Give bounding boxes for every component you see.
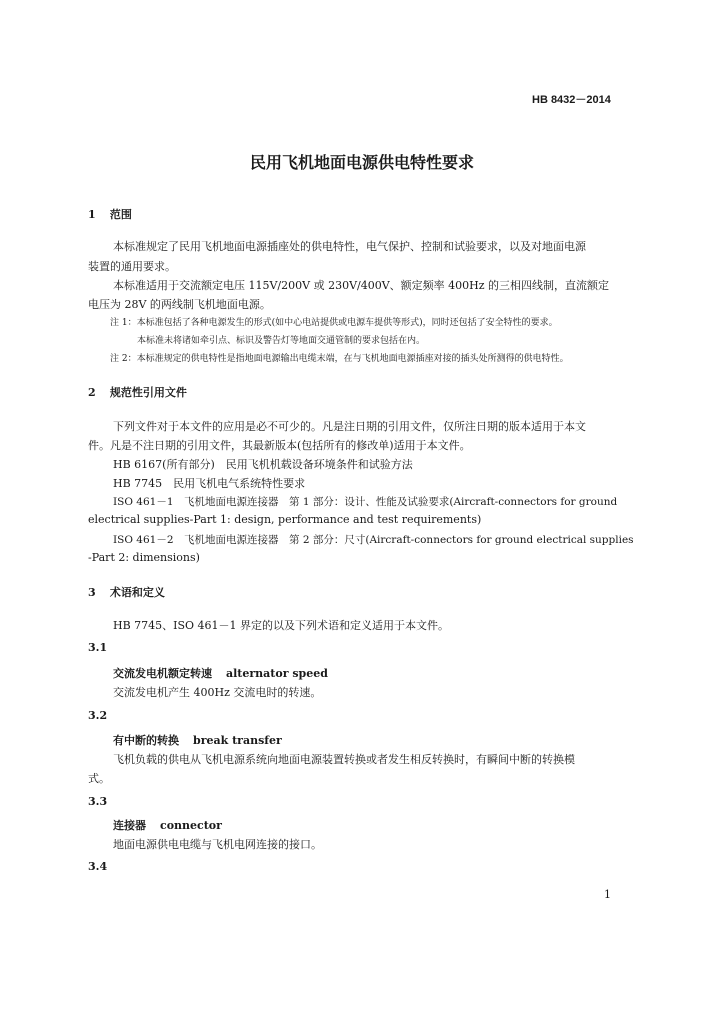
document-id: HB 8432－2014 [532,94,611,106]
term-heading [113,732,282,748]
subsection-number: 3.1 [88,641,108,654]
page-title: 民用飞机地面电源供电特性要求 [249,153,474,172]
paragraph-line: HB 7745、ISO 461－1 界定的以及下列术语和定义适用于本文件。 [113,619,450,632]
term-cn: 交流发电机额定转速 [113,667,212,680]
paragraph-line: 下列文件对于本文件的应用是必不可少的。凡是注日期的引用文件，仅所注日期的版本适用于本文 [113,420,586,433]
section-2-heading [88,384,187,400]
subsection-number: 3.3 [88,795,108,808]
reference-line: HB 6167(所有部分) 民用飞机机载设备环境条件和试验方法 [113,458,413,471]
section-title: 规范性引用文件 [109,386,187,399]
subsection-number: 3.4 [88,860,108,873]
section-title: 术语和定义 [109,586,165,599]
term-definition: 式。 [88,772,110,785]
section-number: 1 [88,208,96,221]
term-cn: 连接器 [113,819,146,832]
term-en: alternator speed [226,667,328,680]
reference-line: ISO 461－1 飞机地面电源连接器 第 1 部分：设计、性能及试验要求(Aircraft-connectors for ground [113,496,618,508]
term-definition: 地面电源供电电缆与飞机电网连接的接口。 [113,838,322,851]
section-title: 范围 [109,208,132,221]
term-cn: 有中断的转换 [113,734,179,747]
term-definition: 交流发电机产生 400Hz 交流电时的转速。 [113,686,322,699]
note-line: 本标准未将诸如牵引点、标识及警告灯等地面交通管制的要求包括在内。 [137,336,426,346]
section-number: 2 [88,386,96,399]
term-definition: 飞机负载的供电从飞机电源系统向地面电源装置转换或者发生相反转换时，有瞬间中断的转换模 [113,753,575,766]
section-1-heading [88,206,132,222]
note-line: 注 2：本标准规定的供电特性是指地面电源输出电缆末端，在与飞机地面电源插座对接的插头处所测得的供电特性。 [110,354,569,364]
term-en: connector [160,819,222,832]
subsection-number: 3.2 [88,709,108,722]
reference-line: HB 7745 民用飞机电气系统特性要求 [113,477,306,490]
paragraph-line: 本标准规定了民用飞机地面电源插座处的供电特性，电气保护、控制和试验要求，以及对地面电源 [113,240,586,253]
term-heading [113,665,328,681]
reference-line: electrical supplies-Part 1: design, performance and test requirements) [88,513,482,526]
term-en: break transfer [193,734,282,747]
note-line: 注 1：本标准包括了各种电源发生的形式(如中心电站提供或电源车提供等形式)，同时还包括了安全特性的要求。 [110,318,558,328]
paragraph-line: 本标准适用于交流额定电压 115V/200V 或 230V/400V、额定频率 400Hz 的三相四线制，直流额定 [113,279,610,292]
section-number: 3 [88,586,96,599]
paragraph-line: 件。凡是不注日期的引用文件，其最新版本(包括所有的修改单)适用于本文件。 [88,439,471,452]
reference-line: ISO 461－2 飞机地面电源连接器 第 2 部分：尺寸(Aircraft-connectors for ground electrical supplies [113,534,634,546]
section-3-heading [88,584,165,600]
term-heading [113,817,222,833]
paragraph-line: 装置的通用要求。 [88,260,176,273]
reference-line: -Part 2: dimensions) [88,551,200,564]
page-number: 1 [604,888,611,901]
paragraph-line: 电压为 28V 的两线制飞机地面电源。 [88,298,271,311]
